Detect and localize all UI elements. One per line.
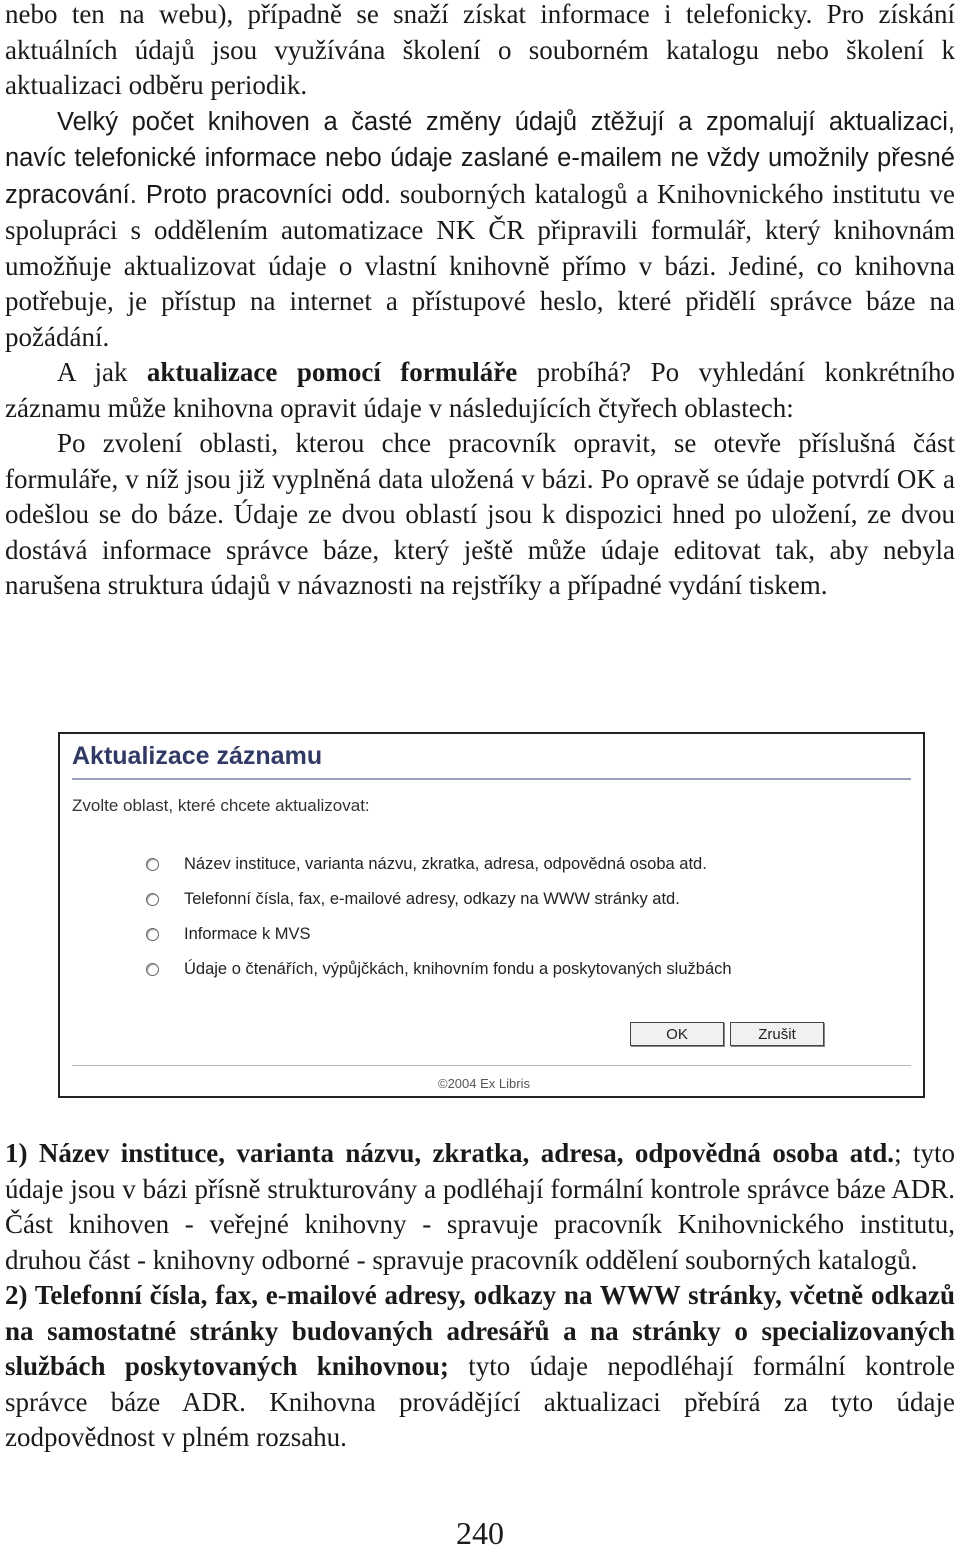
form-prompt: Zvolte oblast, které chcete aktualizovat: xyxy=(72,796,370,815)
radio-button[interactable] xyxy=(146,858,159,871)
option-label: Informace k MVS xyxy=(184,924,311,943)
copyright-notice: ©2004 Ex Libris xyxy=(438,1076,530,1091)
paragraph-1: nebo ten na webu), případně se snaží získat informace i telefonicky. Pro získání aktuálních údajů jsou využívána školení o souborném katalogu nebo školení k aktualizaci odběru periodik. xyxy=(5,0,955,100)
body-text-bottom xyxy=(5,1136,955,1456)
option-row[interactable] xyxy=(146,958,732,980)
option-label: Údaje o čtenářích, výpůjčkách, knihovním fondu a poskytovaných službách xyxy=(184,959,732,978)
list-item-2-heading: 2) Telefonní čísla, fax, e-mailové adresy, odkazy na WWW stránky, včetně odkazů na samostatné stránky budovaných adresářů a na stránky o specializovaných službách poskytovaných knihovnou; xyxy=(5,1280,955,1381)
cancel-button[interactable]: Zrušit xyxy=(730,1022,824,1046)
paragraph-2 xyxy=(5,104,955,356)
page-number: 240 xyxy=(456,1515,504,1551)
radio-button[interactable] xyxy=(146,893,159,906)
paragraph-3: A jak aktualizace pomocí formuláře probíhá? Po vyhledání konkrétního záznamu může knihovna opravit údaje v následujících čtyřech oblastech: xyxy=(5,357,955,423)
option-row[interactable] xyxy=(146,853,707,875)
bold-phrase: aktualizace pomocí formuláře xyxy=(146,357,518,387)
paragraph-2-serif-part: souborných katalogů a Knihovnického institutu ve spolupráci s oddělením automatizace NK ČR připravili formulář, který knihovnám umožňuje aktualizovat údaje o vlastní knihovně přímo v bázi. Jediné, co knihovna potřebuje, je přístup na internet a přístupové heslo, které přidělí správce báze na požádání. xyxy=(5,178,956,352)
body-text-top xyxy=(5,0,955,604)
list-item-2: 2) Telefonní čísla, fax, e-mailové adresy, odkazy na WWW stránky, včetně odkazů na samostatné stránky budovaných adresářů a na stránky o specializovaných službách poskytovaných knihovnou; tyto údaje nepodléhají formální kontrole správce báze ADR. Knihovna provádějící aktualizaci přebírá za tyto údaje zodpovědnost v plném rozsahu. xyxy=(5,1280,955,1452)
option-label: Telefonní čísla, fax, e-mailové adresy, odkazy na WWW stránky atd. xyxy=(184,889,680,908)
form-screenshot xyxy=(58,732,925,1098)
paragraph-4: Po zvolení oblasti, kterou chce pracovník opravit, se otevře příslušná část formuláře, v níž jsou již vyplněná data uložená v bázi. Po opravě se údaje potvrdí OK a odešlou se do báze. Údaje ze dvou oblastí jsou k dispozici hned po uložení, ze dvou dostává informace správce báze, který ještě může údaje editovat tak, aby nebyla narušena struktura údajů v návaznosti na rejstříky a případné vydání tiskem. xyxy=(5,428,955,600)
list-item-1-heading: 1) Název instituce, varianta názvu, zkratka, adresa, odpovědná osoba atd. xyxy=(5,1138,895,1168)
option-label: Název instituce, varianta názvu, zkratka, adresa, odpovědná osoba atd. xyxy=(184,854,707,873)
option-row[interactable] xyxy=(146,888,680,910)
radio-button[interactable] xyxy=(146,963,159,976)
ok-button[interactable]: OK xyxy=(630,1022,724,1046)
footer-divider xyxy=(72,1065,911,1066)
list-item-1: 1) Název instituce, varianta názvu, zkratka, adresa, odpovědná osoba atd.; tyto údaje jsou v bázi přísně strukturovány a podléhají formální kontrole správce báze ADR. Část knihoven - veřejné knihovny - spravuje pracovník Knihovnického institutu, druhou část - knihovny odborné - spravuje pracovník oddělení souborných katalogů. xyxy=(5,1138,955,1275)
radio-button[interactable] xyxy=(146,928,159,941)
title-divider xyxy=(72,778,911,780)
paragraph-2-sans-part: Velký počet knihoven a časté změny údajů ztěžují a zpomalují aktualizaci, navíc telefonické informace nebo údaje zaslané e-mailem ne vždy umožnily přesné zpracování. Proto pracovníci odd. xyxy=(5,107,955,209)
form-title: Aktualizace záznamu xyxy=(72,742,323,770)
option-row[interactable] xyxy=(146,923,311,945)
